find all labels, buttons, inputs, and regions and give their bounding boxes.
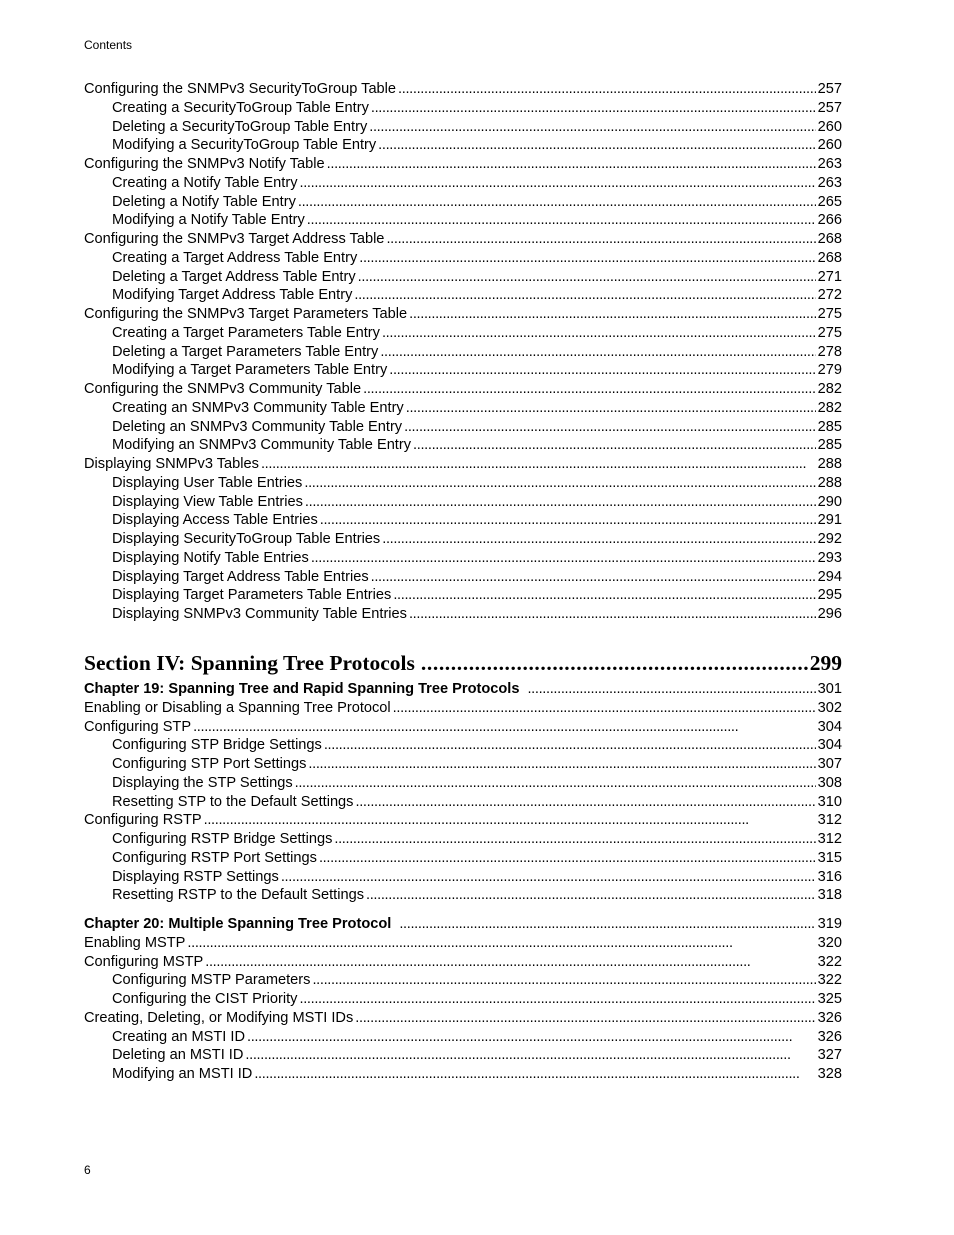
- toc-entry-page-number: 265: [817, 193, 842, 210]
- toc-entry-title: Creating an MSTI ID: [112, 1028, 246, 1045]
- toc-entry-page-number: 271: [817, 268, 842, 285]
- dot-leader: [398, 80, 816, 99]
- toc-entry-page-number: 278: [817, 343, 842, 360]
- dot-leader: [421, 648, 808, 678]
- dot-leader: [320, 511, 816, 530]
- toc-entry-title: Configuring the SNMPv3 SecurityToGroup Table: [84, 81, 397, 97]
- dot-leader: [187, 934, 815, 953]
- dot-leader: [354, 286, 815, 305]
- dot-leader: [319, 849, 816, 868]
- dot-leader: [404, 418, 816, 437]
- toc-entry-title: Creating, Deleting, or Modifying MSTI IDs: [84, 1009, 354, 1026]
- toc-entry-title: Configuring MSTP Parameters: [112, 972, 311, 989]
- toc-entry-title: Deleting a SecurityToGroup Table Entry: [112, 118, 368, 135]
- toc-entry[interactable]: [84, 455, 842, 474]
- toc-entry-page-number: 275: [817, 324, 842, 341]
- toc-entry-title: Configuring RSTP Bridge Settings: [112, 831, 333, 847]
- dot-leader: [409, 305, 816, 324]
- dot-leader: [300, 174, 816, 193]
- toc-entry[interactable]: [84, 699, 842, 718]
- toc-entry[interactable]: [84, 586, 842, 605]
- toc-entry[interactable]: [84, 568, 842, 587]
- toc-entry-page-number: 268: [817, 249, 842, 266]
- toc-entry-title: Deleting a Target Parameters Table Entry: [112, 343, 379, 360]
- toc-entry-page-number: 322: [817, 953, 842, 970]
- toc-entry-title: Displaying User Table Entries: [112, 474, 303, 491]
- section-heading[interactable]: [84, 648, 842, 678]
- toc-entry-page-number: 304: [817, 737, 842, 754]
- toc-entry[interactable]: [84, 830, 842, 849]
- toc-entry-page-number: 315: [817, 849, 842, 866]
- toc-entry-title: Configuring STP Port Settings: [112, 756, 307, 772]
- toc-entry-page-number: 326: [817, 1009, 842, 1026]
- toc-entry-page-number: 320: [817, 934, 842, 951]
- toc-entry-title: Displaying View Table Entries: [112, 493, 303, 510]
- toc-entry-page-number: 279: [817, 362, 842, 379]
- toc-entry[interactable]: [84, 343, 842, 362]
- toc-entry-title: Modifying an MSTI ID: [112, 1066, 253, 1082]
- toc-entry-page-number: 272: [817, 287, 842, 304]
- dot-leader: [327, 155, 816, 174]
- dot-leader: [334, 830, 815, 849]
- dot-leader: [247, 1028, 816, 1047]
- toc-entry[interactable]: [84, 493, 842, 512]
- toc-entry-page-number: 285: [817, 418, 842, 435]
- toc-entry-title: Configuring the SNMPv3 Notify Table: [84, 156, 325, 172]
- toc-entry[interactable]: [84, 361, 842, 380]
- dot-leader: [382, 530, 815, 549]
- toc-entry[interactable]: [84, 755, 842, 774]
- spacer: [84, 905, 842, 915]
- toc-entry-page-number: 327: [817, 1047, 842, 1064]
- toc-entry[interactable]: [84, 99, 842, 118]
- toc-entry[interactable]: [84, 80, 842, 99]
- toc-entry[interactable]: [84, 934, 842, 953]
- toc-entry-page-number: 288: [817, 456, 842, 472]
- toc-entry[interactable]: [84, 953, 842, 972]
- dot-leader: [299, 990, 815, 1009]
- chapter-page-number: 301: [817, 681, 842, 697]
- toc-entry-title: Displaying Notify Table Entries: [112, 549, 309, 566]
- toc-entry[interactable]: [84, 990, 842, 1009]
- toc-entry-page-number: 302: [817, 699, 842, 716]
- toc-entry-title: Deleting an SNMPv3 Community Table Entry: [112, 418, 403, 435]
- toc-entry-title: Configuring RSTP: [84, 812, 202, 829]
- running-head: Contents: [84, 38, 133, 52]
- toc-entry-page-number: 266: [817, 212, 842, 229]
- toc-entry-title: Configuring RSTP Port Settings: [112, 849, 317, 866]
- dot-leader: [366, 886, 816, 905]
- dot-leader: [378, 136, 815, 155]
- toc-entry-page-number: 325: [817, 991, 842, 1007]
- toc-entry-page-number: 322: [817, 972, 842, 989]
- toc-entry-title: Displaying Access Table Entries: [112, 512, 318, 529]
- toc-entry[interactable]: [84, 793, 842, 812]
- dot-leader: [386, 230, 815, 249]
- toc-entry[interactable]: [84, 971, 842, 990]
- dot-leader: [261, 455, 816, 474]
- toc-entry-page-number: 291: [817, 512, 842, 529]
- page-number: 6: [84, 1163, 91, 1177]
- dot-leader: [369, 118, 815, 137]
- toc-entry-page-number: 308: [817, 774, 842, 791]
- toc-entry-title: Creating an SNMPv3 Community Table Entry: [112, 399, 404, 416]
- toc-entry-title: Modifying a Notify Table Entry: [112, 212, 305, 229]
- toc-entry[interactable]: [84, 849, 842, 868]
- toc-entry-title: Displaying Target Address Table Entries: [112, 568, 369, 585]
- dot-leader: [304, 474, 815, 493]
- toc-entry[interactable]: [84, 774, 842, 793]
- section-title: Section IV: Spanning Tree Protocols: [84, 651, 415, 675]
- dot-leader: [298, 193, 816, 212]
- toc-entry[interactable]: [84, 418, 842, 437]
- chapter-20-heading[interactable]: [84, 915, 842, 934]
- toc-entry-title: Displaying SNMPv3 Tables: [84, 456, 259, 472]
- toc-entry-page-number: 328: [817, 1066, 842, 1082]
- toc-entry[interactable]: [84, 530, 842, 549]
- toc-entry[interactable]: [84, 193, 842, 212]
- dot-leader: [205, 953, 815, 972]
- toc-entry[interactable]: [84, 211, 842, 230]
- toc-entry-page-number: 268: [817, 231, 842, 247]
- dot-leader: [355, 1009, 815, 1028]
- toc-entry[interactable]: [84, 736, 842, 755]
- dot-leader: [281, 868, 816, 887]
- toc-entry-title: Resetting RSTP to the Default Settings: [112, 887, 365, 904]
- section-page-number: 299: [809, 651, 842, 675]
- toc-entry-title: Modifying Target Address Table Entry: [112, 287, 353, 304]
- toc-entry-title: Creating a Target Address Table Entry: [112, 249, 358, 266]
- dot-leader: [355, 793, 815, 812]
- toc-entry-title: Modifying a SecurityToGroup Table Entry: [112, 137, 377, 154]
- toc-entry-page-number: 275: [817, 306, 842, 322]
- toc-entry-page-number: 282: [817, 381, 842, 397]
- toc-entry-title: Enabling MSTP: [84, 934, 186, 951]
- dot-leader: [406, 399, 816, 418]
- toc-entry[interactable]: [84, 605, 842, 624]
- dot-leader: [311, 549, 816, 568]
- dot-leader: [324, 736, 816, 755]
- toc-entry-title: Displaying RSTP Settings: [112, 868, 279, 885]
- dot-leader: [393, 699, 816, 718]
- toc-entry[interactable]: [84, 474, 842, 493]
- toc-entry-page-number: 260: [817, 118, 842, 135]
- toc-entry-page-number: 318: [817, 887, 842, 904]
- toc-entry[interactable]: [84, 1046, 842, 1065]
- toc-entry-title: Configuring the SNMPv3 Community Table: [84, 381, 362, 397]
- toc-entry[interactable]: [84, 324, 842, 343]
- dot-leader: [363, 380, 816, 399]
- dot-leader: [371, 99, 816, 118]
- toc-entry[interactable]: [84, 249, 842, 268]
- toc-entry-title: Configuring STP: [84, 718, 192, 735]
- toc-entry-page-number: 295: [817, 587, 842, 604]
- chapter-19-heading[interactable]: [84, 680, 842, 699]
- toc-entry-title: Deleting a Notify Table Entry: [112, 193, 296, 210]
- toc-entry-page-number: 290: [817, 493, 842, 510]
- toc-entry-page-number: 257: [817, 99, 842, 116]
- chapter-title: Chapter 20: Multiple Spanning Tree Protocol: [84, 916, 392, 932]
- toc-entry-page-number: 282: [817, 399, 842, 416]
- toc-entry-page-number: 310: [817, 793, 842, 810]
- chapter-page-number: 319: [817, 916, 842, 932]
- chapter-title: Chapter 19: Spanning Tree and Rapid Spanning Tree Protocols: [84, 681, 520, 697]
- dot-leader: [308, 755, 815, 774]
- dot-leader: [245, 1046, 815, 1065]
- toc-entry-page-number: 257: [817, 81, 842, 97]
- toc-entry[interactable]: [84, 549, 842, 568]
- dot-leader: [193, 718, 816, 737]
- dot-leader: [413, 436, 816, 455]
- toc-entry[interactable]: [84, 136, 842, 155]
- toc-entry-title: Modifying an SNMPv3 Community Table Entry: [112, 437, 412, 454]
- dot-leader: [359, 249, 815, 268]
- toc-entry[interactable]: [84, 268, 842, 287]
- dot-leader: [312, 971, 815, 990]
- toc-entry-title: Modifying a Target Parameters Table Entry: [112, 362, 388, 379]
- toc-entry[interactable]: [84, 380, 842, 399]
- dot-leader: [399, 915, 815, 934]
- toc-entry-page-number: 292: [817, 531, 842, 547]
- toc-entry[interactable]: [84, 305, 842, 324]
- toc-entry-title: Creating a SecurityToGroup Table Entry: [112, 99, 369, 116]
- toc-entry-title: Configuring the CIST Priority: [112, 991, 298, 1007]
- toc-entry-title: Deleting an MSTI ID: [112, 1047, 244, 1064]
- dot-leader: [204, 811, 816, 830]
- dot-leader: [358, 268, 816, 287]
- toc-entry[interactable]: [84, 811, 842, 830]
- toc-entry-title: Displaying Target Parameters Table Entries: [112, 587, 392, 604]
- toc-entry-page-number: 312: [817, 812, 842, 829]
- toc-entry-title: Configuring STP Bridge Settings: [112, 737, 322, 754]
- chapter-20-entries: [84, 934, 842, 1084]
- toc-entry-title: Configuring MSTP: [84, 953, 204, 970]
- dot-leader: [305, 493, 816, 512]
- dot-leader: [527, 680, 815, 699]
- toc-entry-page-number: 293: [817, 549, 842, 566]
- dot-leader: [393, 586, 815, 605]
- toc-entry-page-number: 296: [817, 606, 842, 622]
- toc-entry-title: Displaying SecurityToGroup Table Entries: [112, 531, 381, 547]
- dot-leader: [409, 605, 816, 624]
- toc-entry-title: Configuring the SNMPv3 Target Parameters Table: [84, 306, 408, 322]
- toc-entry[interactable]: [84, 118, 842, 137]
- toc-entry[interactable]: [84, 436, 842, 455]
- toc-entry[interactable]: [84, 1065, 842, 1084]
- toc-entry[interactable]: [84, 230, 842, 249]
- dot-leader: [295, 774, 816, 793]
- dot-leader: [371, 568, 816, 587]
- toc-entry-page-number: 288: [817, 474, 842, 491]
- dot-leader: [254, 1065, 815, 1084]
- toc-entry-title: Configuring the SNMPv3 Target Address Table: [84, 231, 385, 247]
- toc-entry-page-number: 263: [817, 156, 842, 172]
- toc-entry[interactable]: [84, 868, 842, 887]
- toc-entry[interactable]: [84, 155, 842, 174]
- dot-leader: [382, 324, 816, 343]
- toc-entry-page-number: 316: [817, 868, 842, 885]
- toc-entry[interactable]: [84, 718, 842, 737]
- toc-entry-page-number: 312: [817, 831, 842, 847]
- toc-entry-page-number: 285: [817, 437, 842, 454]
- chapter-19-entries: [84, 699, 842, 905]
- toc-entry-page-number: 304: [817, 718, 842, 735]
- toc-entry-title: Displaying the STP Settings: [112, 774, 293, 791]
- toc-entry-title: Resetting STP to the Default Settings: [112, 793, 354, 810]
- toc-entry-page-number: 294: [817, 568, 842, 585]
- toc-entry-title: Deleting a Target Address Table Entry: [112, 268, 356, 285]
- toc-entry-page-number: 307: [817, 756, 842, 772]
- toc-list-snmpv3: [84, 80, 842, 624]
- toc-entry-title: Creating a Notify Table Entry: [112, 174, 298, 191]
- toc-entry[interactable]: [84, 886, 842, 905]
- toc-list-spanning-tree: [84, 648, 842, 1084]
- toc-entry[interactable]: [84, 1009, 842, 1028]
- dot-leader: [389, 361, 815, 380]
- toc-entry[interactable]: [84, 1028, 842, 1047]
- toc-entry-title: Creating a Target Parameters Table Entry: [112, 324, 380, 341]
- toc-entry[interactable]: [84, 286, 842, 305]
- dot-leader: [380, 343, 815, 362]
- toc-entry-title: Displaying SNMPv3 Community Table Entries: [112, 606, 407, 622]
- toc-entry[interactable]: [84, 511, 842, 530]
- toc-entry[interactable]: [84, 174, 842, 193]
- toc-entry-page-number: 263: [817, 174, 842, 191]
- toc-entry-page-number: 326: [817, 1028, 842, 1045]
- toc-entry-title: Enabling or Disabling a Spanning Tree Protocol: [84, 699, 391, 716]
- dot-leader: [307, 211, 816, 230]
- toc-entry[interactable]: [84, 399, 842, 418]
- toc-entry-page-number: 260: [817, 137, 842, 154]
